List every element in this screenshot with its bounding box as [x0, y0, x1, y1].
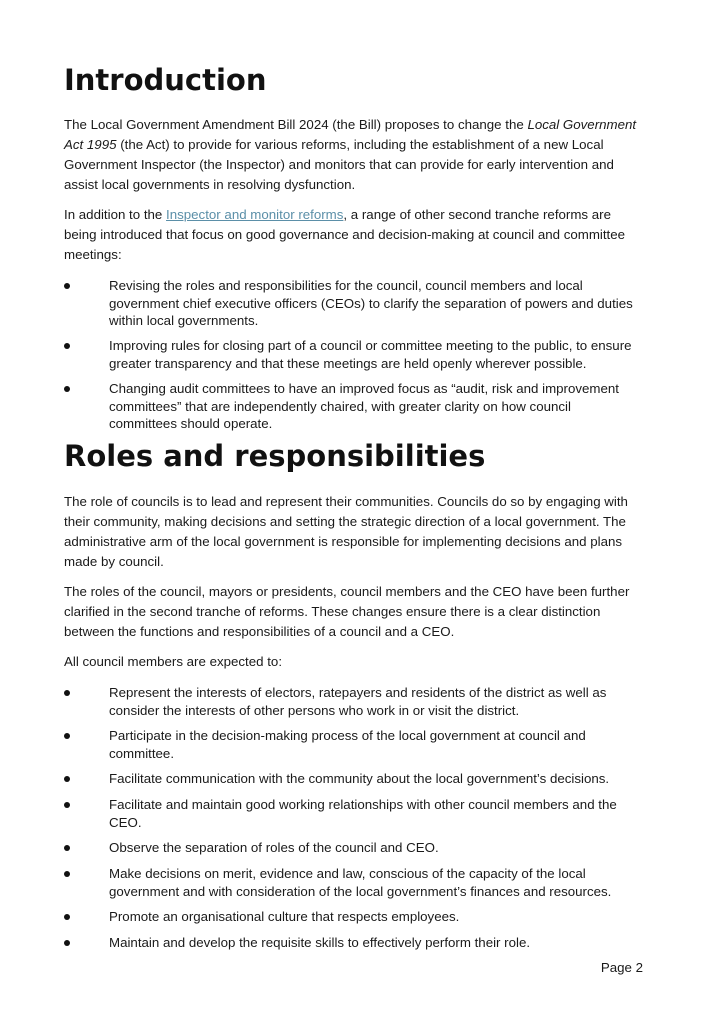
- list-item: Make decisions on merit, evidence and law, conscious of the capacity of the local government and with consideration of the local government’s finances and resources.: [64, 865, 640, 900]
- act-title: Local Government Act 1995: [64, 117, 637, 152]
- intro-p1-text-b: (the Act) to provide for various reforms, including the establishment of a new Local Government Inspector (the Inspector) and monitors that can provide for early intervention and assist local governments in resolving dysfunction.: [64, 137, 614, 192]
- intro-paragraph-2: [64, 205, 640, 265]
- list-item: Maintain and develop the requisite skills to effectively perform their role.: [64, 934, 640, 952]
- roles-heading: Roles and responsibilities: [64, 439, 486, 473]
- bullet-icon: [64, 343, 70, 349]
- intro-p2-text-a: In addition to the: [64, 207, 167, 222]
- list-item: Revising the roles and responsibilities for the council, council members and local government chief executive officers (CEOs) to clarify the separation of powers and duties within local governments.: [64, 277, 640, 330]
- bullet-icon: [64, 802, 70, 808]
- bullet-icon: [64, 940, 70, 946]
- inspector-monitor-reforms-link[interactable]: Inspector and monitor reforms: [166, 207, 344, 222]
- list-item: Promote an organisational culture that respects employees.: [64, 908, 640, 926]
- list-item: Facilitate and maintain good working relationships with other council members and the CEO.: [64, 796, 640, 831]
- bullet-icon: [64, 845, 70, 851]
- list-item: Observe the separation of roles of the council and CEO.: [64, 839, 640, 857]
- bullet-icon: [64, 283, 70, 289]
- bullet-icon: [64, 871, 70, 877]
- roles-paragraph-3: All council members are expected to:: [64, 654, 283, 669]
- list-item: Represent the interests of electors, ratepayers and residents of the district as well as consider the interests of other persons who work in or visit the district.: [64, 684, 640, 719]
- bullet-icon: [64, 914, 70, 920]
- intro-p2-text-b: , a range of other second tranche reforms are being introduced that focus on good governance and decision-making at council and committee meetings:: [64, 207, 626, 262]
- bullet-icon: [64, 690, 70, 696]
- bullet-icon: [64, 776, 70, 782]
- roles-paragraph-1: The role of councils is to lead and represent their communities. Councils do so by engaging with their community, making decisions and setting the strategic direction of a local government. The administrative arm of the local government is responsible for implementing decisions and plans made by council.: [64, 494, 628, 569]
- intro-paragraph-1: [64, 115, 640, 195]
- introduction-heading: Introduction: [64, 63, 267, 97]
- list-item: Facilitate communication with the community about the local government’s decisions.: [64, 770, 640, 788]
- roles-paragraph-2: The roles of the council, mayors or presidents, council members and the CEO have been further clarified in the second tranche of reforms. These changes ensure there is a clear distinction between the functions and responsibilities of a council and a CEO.: [64, 584, 630, 639]
- intro-p1-text-a: The Local Government Amendment Bill 2024 (the Bill) proposes to change the: [64, 117, 528, 132]
- bullet-icon: [64, 386, 70, 392]
- list-item: Participate in the decision-making process of the local government at council and committee.: [64, 727, 640, 762]
- bullet-icon: [64, 733, 70, 739]
- list-item: Changing audit committees to have an improved focus as “audit, risk and improvement committees” that are independently chaired, with greater clarity on how council committees should operate.: [64, 380, 640, 433]
- list-item: Improving rules for closing part of a council or committee meeting to the public, to ensure greater transparency and that these meetings are held openly wherever possible.: [64, 337, 640, 372]
- page-number: Page 2: [600, 960, 643, 975]
